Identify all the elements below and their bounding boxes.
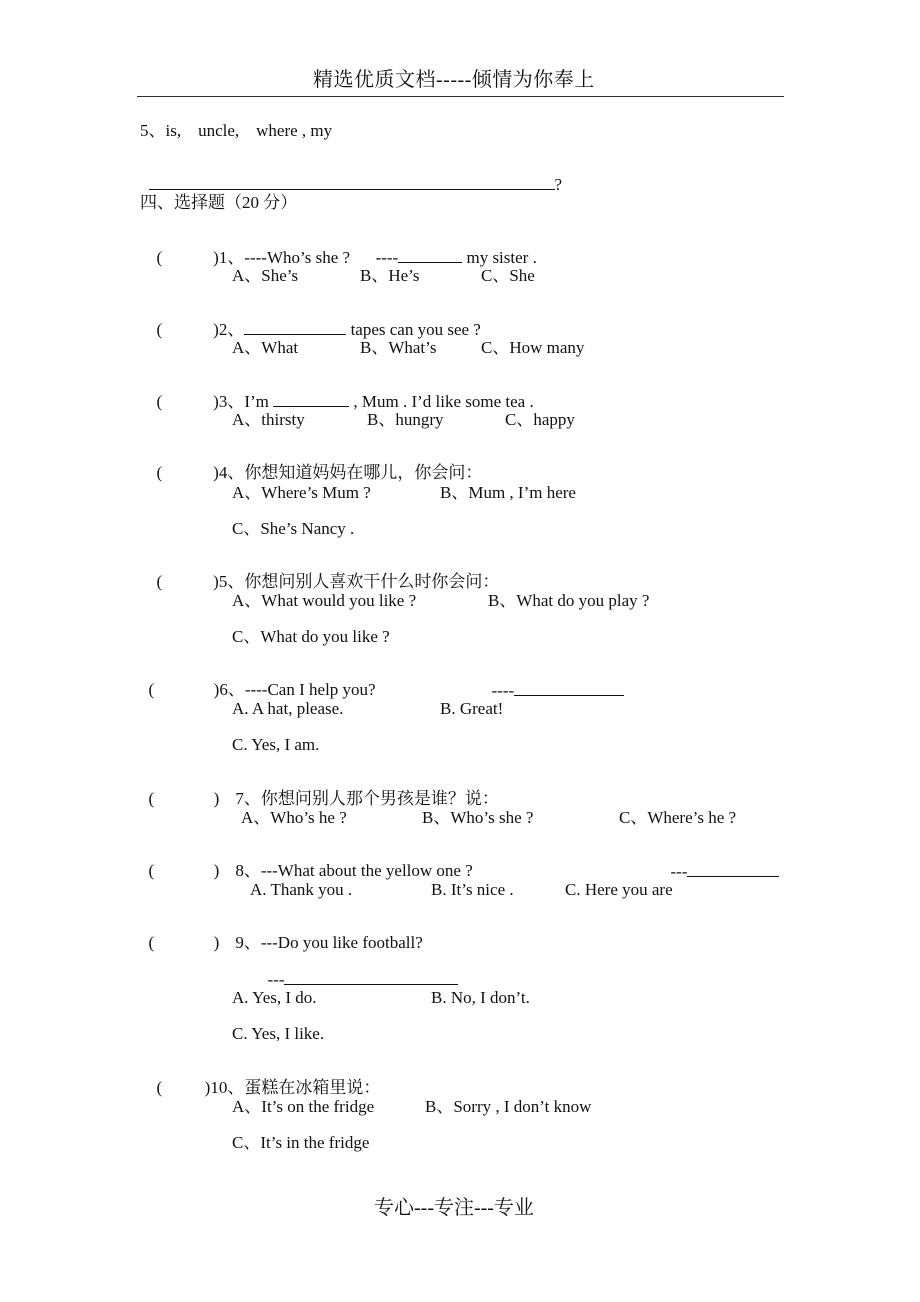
option-b: B、Mum , I’m here xyxy=(440,483,576,502)
answer-blank[interactable] xyxy=(514,681,624,696)
option-c: C、happy xyxy=(505,410,575,429)
option-a: A. A hat, please. xyxy=(232,699,344,718)
question-8 xyxy=(140,845,473,879)
question-text-after: , Mum . I’d like some tea . xyxy=(349,392,534,411)
question-text: 1、----Who’s she ? ---- xyxy=(218,248,399,267)
answer-paren[interactable]: ( ) xyxy=(156,1078,211,1097)
option-a: A、She’s xyxy=(232,266,299,285)
page-footer: 专心---专注---专业 xyxy=(374,1197,534,1219)
question-text: 8、---What about the yellow one ? xyxy=(235,861,473,880)
answer-paren[interactable]: ( ) xyxy=(156,392,219,411)
question-4 xyxy=(148,447,482,481)
option-b: B. Great! xyxy=(440,699,504,718)
question-text: 6、----Can I help you? xyxy=(219,680,376,699)
question-1 xyxy=(148,231,537,266)
option-a: A、Who’s he ? xyxy=(241,808,347,827)
option-c: C、She’s Nancy . xyxy=(232,519,355,538)
reorder-answer-line[interactable] xyxy=(140,158,562,193)
reply-dashes: --- xyxy=(670,862,688,881)
answer-paren[interactable]: ( ) xyxy=(148,789,220,808)
answer-paren[interactable]: ( ) xyxy=(156,248,219,267)
option-b: B、hungry xyxy=(367,410,444,429)
answer-blank[interactable] xyxy=(149,175,555,190)
answer-blank[interactable] xyxy=(687,862,779,877)
reorder-question-5: 5、is, uncle, where , my xyxy=(140,121,333,140)
option-c: C、She xyxy=(481,266,535,285)
option-c: C. Here you are xyxy=(565,880,673,899)
reply-line xyxy=(259,953,458,988)
option-a: A、It’s on the fridge xyxy=(232,1097,375,1116)
section-title: 四、选择题（20 分） xyxy=(140,193,298,212)
page-header-title: 精选优质文档-----倾情为你奉上 xyxy=(313,69,595,91)
option-b: B、What do you play ? xyxy=(488,591,650,610)
question-text: 3、I’m xyxy=(218,392,274,411)
answer-paren[interactable]: ( ) xyxy=(148,933,220,952)
option-c: C、It’s in the fridge xyxy=(232,1133,370,1152)
answer-paren[interactable]: ( ) xyxy=(148,861,220,880)
reply-dashes: --- xyxy=(267,970,285,989)
question-text: 2、 xyxy=(218,320,245,339)
option-c: C、What do you like ? xyxy=(232,627,390,646)
question-text: 7、你想问别人那个男孩是谁？说： xyxy=(235,789,499,808)
answer-blank[interactable] xyxy=(398,248,462,263)
option-a: A、What would you like ? xyxy=(232,591,417,610)
option-b: B、Sorry , I don’t know xyxy=(425,1097,592,1116)
option-c: C. Yes, I like. xyxy=(232,1024,325,1043)
question-9 xyxy=(140,917,423,951)
question-10 xyxy=(148,1062,380,1096)
question-6 xyxy=(140,664,376,698)
option-b: B、He’s xyxy=(360,266,420,285)
option-b: B. It’s nice . xyxy=(431,880,514,899)
option-a: A、Where’s Mum ? xyxy=(232,483,371,502)
question-text: 5、你想问别人喜欢干什么时你会问： xyxy=(218,572,500,591)
answer-paren[interactable]: ( ) xyxy=(148,680,220,699)
reply-dashes: ---- xyxy=(491,681,515,700)
answer-blank[interactable] xyxy=(273,392,349,407)
question-7 xyxy=(140,773,499,807)
option-c: C、Where’s he ? xyxy=(619,808,737,827)
question-2 xyxy=(148,303,481,338)
question-text-after: tapes can you see ? xyxy=(346,320,481,339)
option-b: B、Who’s she ? xyxy=(422,808,534,827)
reply-line xyxy=(483,664,624,699)
answer-paren[interactable]: ( ) xyxy=(156,463,219,482)
question-mark: ? xyxy=(554,175,563,194)
option-a: A. Thank you . xyxy=(250,880,353,899)
option-a: A、What xyxy=(232,338,299,357)
question-3 xyxy=(148,375,534,410)
answer-blank[interactable] xyxy=(244,320,346,335)
answer-paren[interactable]: ( ) xyxy=(156,320,219,339)
option-a: A. Yes, I do. xyxy=(232,988,317,1007)
reply-line xyxy=(662,845,779,880)
option-b: B、What’s xyxy=(360,338,437,357)
option-c: C、How many xyxy=(481,338,585,357)
question-text-after: my sister . xyxy=(462,248,537,267)
question-text: 4、你想知道妈妈在哪儿，你会问： xyxy=(218,463,483,482)
answer-paren[interactable]: ( ) xyxy=(156,572,219,591)
question-text: 10、蛋糕在冰箱里说： xyxy=(210,1078,381,1097)
question-text: 9、---Do you like football? xyxy=(235,933,423,952)
option-a: A、thirsty xyxy=(232,410,305,429)
question-5 xyxy=(148,556,499,590)
header-rule xyxy=(137,96,784,97)
option-c: C. Yes, I am. xyxy=(232,735,320,754)
answer-blank[interactable] xyxy=(284,970,458,985)
option-b: B. No, I don’t. xyxy=(431,988,530,1007)
